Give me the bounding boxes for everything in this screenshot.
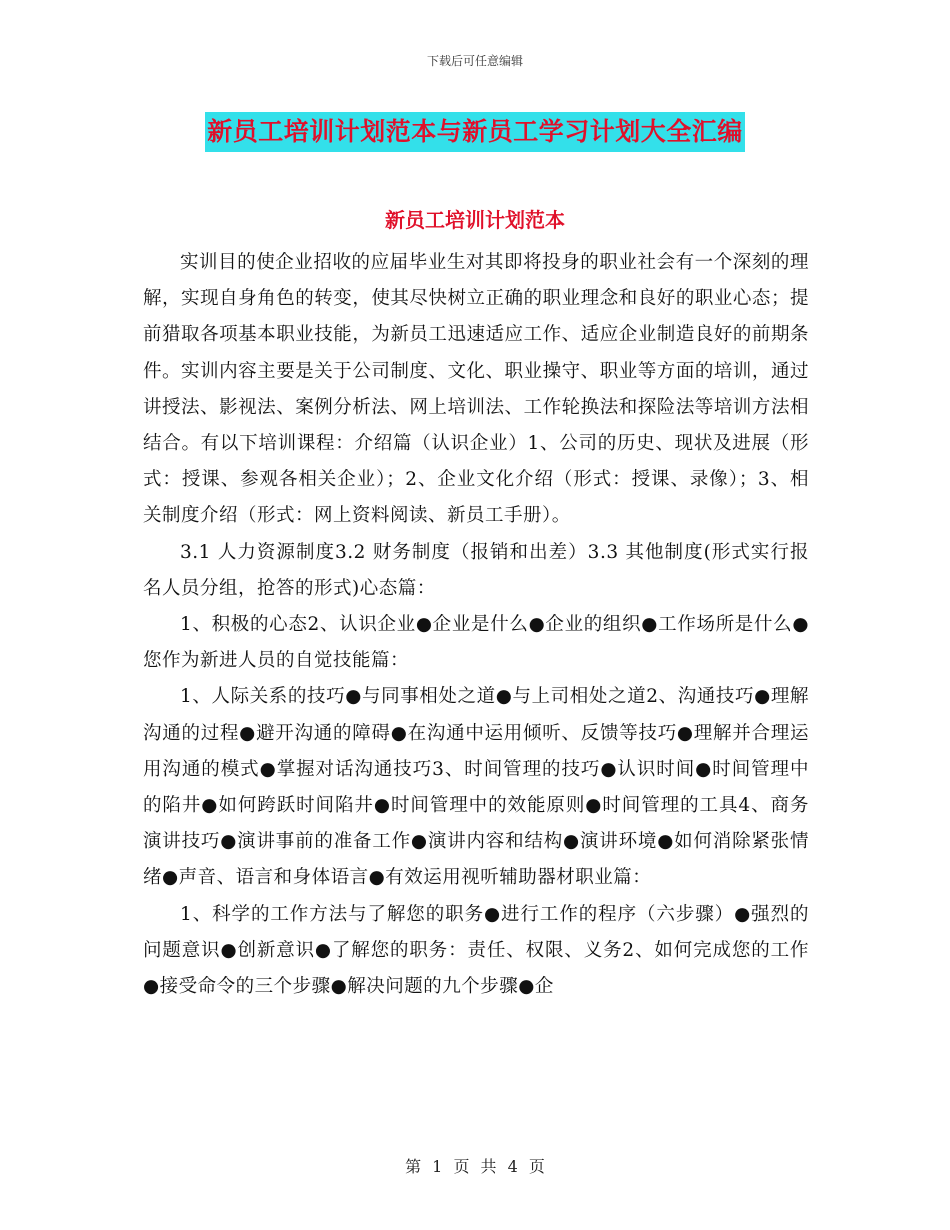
body-paragraph: 实训目的使企业招收的应届毕业生对其即将投身的职业社会有一个深刻的理解，实现自身角色的转变，使其尽快树立正确的职业理念和良好的职业心态；提前猎取各项基本职业技能，为新员工迅速适应工作、适应企业制造良好的前期条件。实训内容主要是关于公司制度、文化、职业操守、职业等方面的培训，通过讲授法、影视法、案例分析法、网上培训法、工作轮换法和探险法等培训方法相结合。有以下培训课程：介绍篇（认识企业）1、公司的历史、现状及进展（形式：授课、参观各相关企业）；2、企业文化介绍（形式：授课、录像）；3、相关制度介绍（形式：网上资料阅读、新员工手册）。 — [143, 252, 809, 527]
document-title: 新员工培训计划范本与新员工学习计划大全汇编 — [205, 112, 745, 152]
page-number-footer: 第 1 页 共 4 页 — [405, 1157, 545, 1176]
body-paragraph: 1、积极的心态2、认识企业●企业是什么●企业的组织●工作场所是什么●您作为新进人员的自觉技能篇： — [143, 614, 809, 672]
document-body — [143, 245, 809, 1005]
body-paragraph: 3.1 人力资源制度3.2 财务制度（报销和出差）3.3 其他制度(形式实行报名人员分组，抢答的形式)心态篇： — [143, 541, 809, 599]
section-title: 新员工培训计划范本 — [385, 208, 565, 232]
page-header-note: 下载后可任意编辑 — [426, 54, 523, 68]
body-paragraph: 1、科学的工作方法与了解您的职务●进行工作的程序（六步骤）●强烈的问题意识●创新意识●了解您的职务：责任、权限、义务2、如何完成您的工作●接受命令的三个步骤●解决问题的九个步骤●企 — [143, 903, 809, 998]
document-title-container — [0, 112, 950, 152]
body-paragraph: 1、人际关系的技巧●与同事相处之道●与上司相处之道2、沟通技巧●理解沟通的过程●避开沟通的障碍●在沟通中运用倾听、反馈等技巧●理解并合理运用沟通的模式●掌握对话沟通技巧3、时间管理的技巧●认识时间●时间管理中的陷井●如何跨跃时间陷井●时间管理中的效能原则●时间管理的工具4、商务演讲技巧●演讲事前的准备工作●演讲内容和结构●演讲环境●如何消除紧张情绪●声音、语言和身体语言●有效运用视听辅助器材职业篇： — [143, 686, 809, 889]
